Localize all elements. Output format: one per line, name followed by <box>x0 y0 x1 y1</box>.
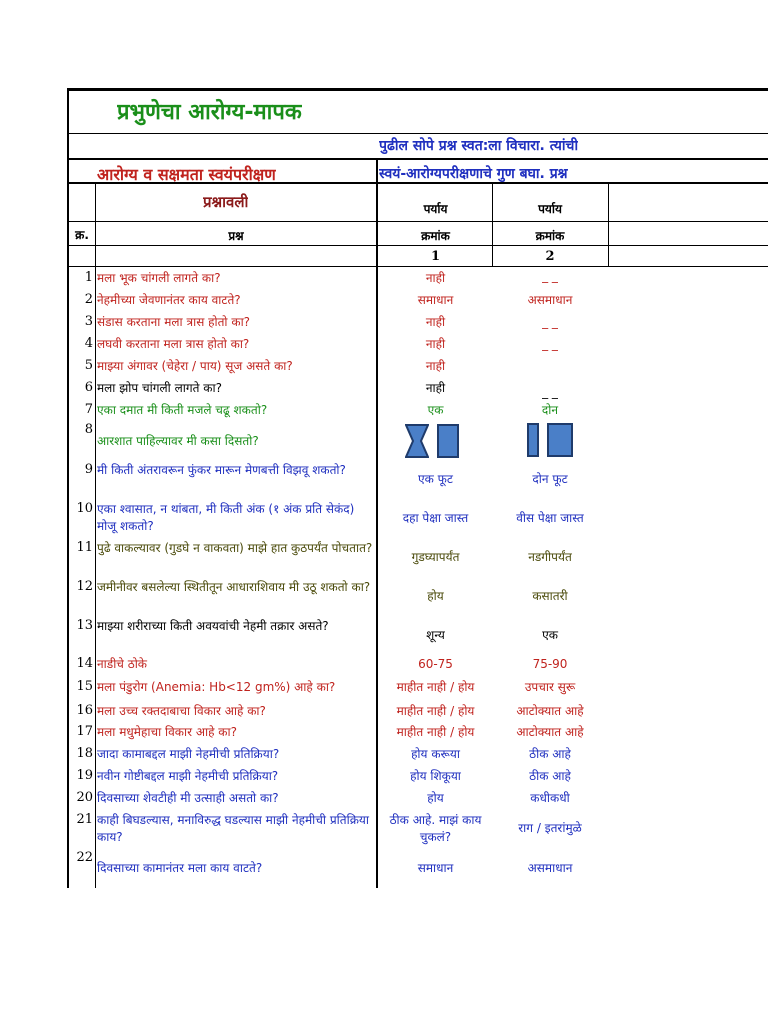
option-1: ठीक आहे. माझं काय चुकलं? <box>389 813 482 844</box>
page-title: प्रभुणेचा आरोग्य-मापक <box>117 100 302 125</box>
row-number: 2 <box>84 292 93 307</box>
option-1: होय <box>427 791 444 805</box>
question-text: नाडीचे ठोके <box>97 657 148 671</box>
row-number: 13 <box>76 618 93 633</box>
question-text: जादा कामाबद्दल माझी नेहमीची प्रतिक्रिया? <box>97 747 280 761</box>
option-2: कधीकधी <box>530 791 570 805</box>
option-1: माहीत नाही / होय <box>396 680 475 694</box>
option-1: होय <box>427 589 444 603</box>
row-number: 1 <box>84 270 93 285</box>
option-2: आटोक्यात आहे <box>516 704 584 718</box>
option-2: दोन फूट <box>532 472 568 486</box>
option-1: होय शिकूया <box>410 769 461 783</box>
question-text: माझ्या अंगावर (चेहेरा / पाय) सूज असते का? <box>97 359 293 373</box>
row-number: 18 <box>76 746 93 761</box>
col-divider <box>95 182 96 888</box>
question-text: दिवसाच्या शेवटीही मी उत्साही असतो का? <box>97 791 279 805</box>
option-2: एक <box>542 628 558 642</box>
row-number: 9 <box>84 462 93 477</box>
subtitle-right: स्वयं-आरोग्यपरीक्षणाचे गुण बघा. प्रश्न <box>379 166 568 182</box>
option-2: _ _ <box>542 385 558 399</box>
option-2: ठीक आहे <box>529 747 571 761</box>
row-number: 7 <box>84 402 93 417</box>
row-number: 22 <box>76 850 93 865</box>
option-2: कसातरी <box>532 589 568 603</box>
sr-no-header: क्र. <box>75 228 89 242</box>
option-2: दोन <box>541 403 559 417</box>
option-2: _ _ <box>542 269 558 283</box>
rule <box>67 158 768 160</box>
option-2: 75-90 <box>532 657 568 671</box>
option-1: नाही <box>425 271 446 285</box>
question-text: काही बिघडल्यास, मनाविरुद्ध घडल्यास माझी नेहमीची प्रतिक्रिया काय? <box>97 813 369 844</box>
top-border <box>67 88 768 91</box>
option-1: एक फूट <box>418 472 453 486</box>
option-1: माहीत नाही / होय <box>396 725 475 739</box>
option-1: 60-75 <box>418 657 453 671</box>
question-text: नवीन गोष्टीबद्दल माझी नेहमीची प्रतिक्रिया? <box>97 769 279 783</box>
question-text: एका दमात मी किती मजले चढू शकतो? <box>97 403 268 417</box>
option-1: नाही <box>425 359 446 373</box>
option-label-1: पर्याय <box>423 202 448 216</box>
row-number: 4 <box>84 336 93 351</box>
option-2: आटोक्यात आहे <box>516 725 584 739</box>
question-text: मला उच्च रक्तदाबाचा विकार आहे का? <box>97 704 266 718</box>
row-number: 16 <box>76 703 93 718</box>
question-text: मला पंडुरोग (Anemia: Hb<12 gm%) आहे का? <box>97 680 336 694</box>
option-2: ठीक आहे <box>529 769 571 783</box>
option-1: एक <box>427 403 444 417</box>
question-text: संडास करताना मला त्रास होतो का? <box>97 315 251 329</box>
question-text: मला मधुमेहाचा विकार आहे का? <box>97 725 237 739</box>
number-label-2: क्रमांक <box>535 229 565 243</box>
health-sheet <box>67 88 768 888</box>
question-text: एका श्वासात, न थांबता, मी किती अंक (१ अंक प्रति सेकंद) मोजू शकतो? <box>97 502 355 533</box>
option-1: समाधान <box>417 293 454 307</box>
col-divider <box>492 182 493 266</box>
option-1: नाही <box>425 337 446 351</box>
row-number: 14 <box>76 656 93 671</box>
option-2: उपचार सुरू <box>524 680 576 694</box>
option-1: समाधान <box>417 861 454 875</box>
row-number: 3 <box>84 314 93 329</box>
option-1: दहा पेक्षा जास्त <box>402 511 469 525</box>
option-1: शून्य <box>426 628 445 642</box>
question-text: पुढे वाकल्यावर (गुडघे न वाकवता) माझे हात कुठपर्यंत पोचतात? <box>97 541 373 555</box>
question-text: मी किती अंतरावरून फुंकर मारून मेणबत्ती विझवू शकतो? <box>97 463 346 477</box>
rule <box>67 133 768 134</box>
question-text: नेहमीच्या जेवणानंतर काय वाटते? <box>97 293 241 307</box>
row-number: 5 <box>84 358 93 373</box>
question-text: दिवसाच्या कामानंतर मला काय वाटते? <box>97 861 263 875</box>
row-number: 6 <box>84 380 93 395</box>
rule <box>67 221 768 222</box>
option-num-1: 1 <box>430 249 441 264</box>
row-number: 17 <box>76 724 93 739</box>
col-divider <box>608 182 609 266</box>
question-text: जमीनीवर बसलेल्या स्थितीतून आधाराशिवाय मी उठू शकतो का? <box>97 580 371 594</box>
row-number: 11 <box>76 540 93 555</box>
question-text: लघवी करताना मला त्रास होतो का? <box>97 337 250 351</box>
option-1: नाही <box>425 381 446 395</box>
question-text: मला झोप चांगली लागते का? <box>97 381 222 395</box>
option-2: _ _ <box>542 337 558 351</box>
question-text: आरशात पाहिल्यावर मी कसा दिसतो? <box>97 434 259 448</box>
rule <box>67 266 768 267</box>
option-label-2: पर्याय <box>538 202 562 216</box>
option-2: असमाधान <box>527 293 573 307</box>
section-subtitle: आरोग्य व सक्षमता स्वयंपरीक्षण <box>97 165 276 184</box>
option-1: नाही <box>425 315 446 329</box>
row-number: 10 <box>76 501 93 516</box>
row-number: 20 <box>76 790 93 805</box>
questionnaire-heading: प्रश्नावली <box>203 193 249 211</box>
option-2: _ _ <box>542 315 558 329</box>
thin-bar-shape-icon <box>527 423 539 457</box>
row-number: 21 <box>76 812 93 827</box>
row-number: 8 <box>84 422 93 437</box>
option-2: नडगीपर्यंत <box>528 550 572 564</box>
row-number: 15 <box>76 679 93 694</box>
row-number: 12 <box>76 579 93 594</box>
number-label-1: क्रमांक <box>421 229 450 243</box>
option-2: राग / इतरांमुळे <box>518 821 582 835</box>
square-shape-icon <box>547 423 573 457</box>
option-2: असमाधान <box>527 861 573 875</box>
question-text: मला भूक चांगली लागते का? <box>97 271 221 285</box>
option-num-2: 2 <box>545 249 555 264</box>
question-header: प्रश्न <box>228 229 244 243</box>
square-shape-icon <box>437 424 459 458</box>
question-text: माझ्या शरीराच्या किती अवयवांची नेहमी तक्रार असते? <box>97 619 329 633</box>
option-2: वीस पेक्षा जास्त <box>516 511 584 525</box>
rule <box>67 245 768 246</box>
intro-line: पुढील सोपे प्रश्न स्वत:ला विचारा. त्यांची <box>379 138 579 154</box>
option-1: गुडघ्यापर्यंत <box>411 550 460 564</box>
option-1: माहीत नाही / होय <box>396 704 475 718</box>
row-number: 19 <box>76 768 93 783</box>
option-1: होय करूया <box>411 747 460 761</box>
